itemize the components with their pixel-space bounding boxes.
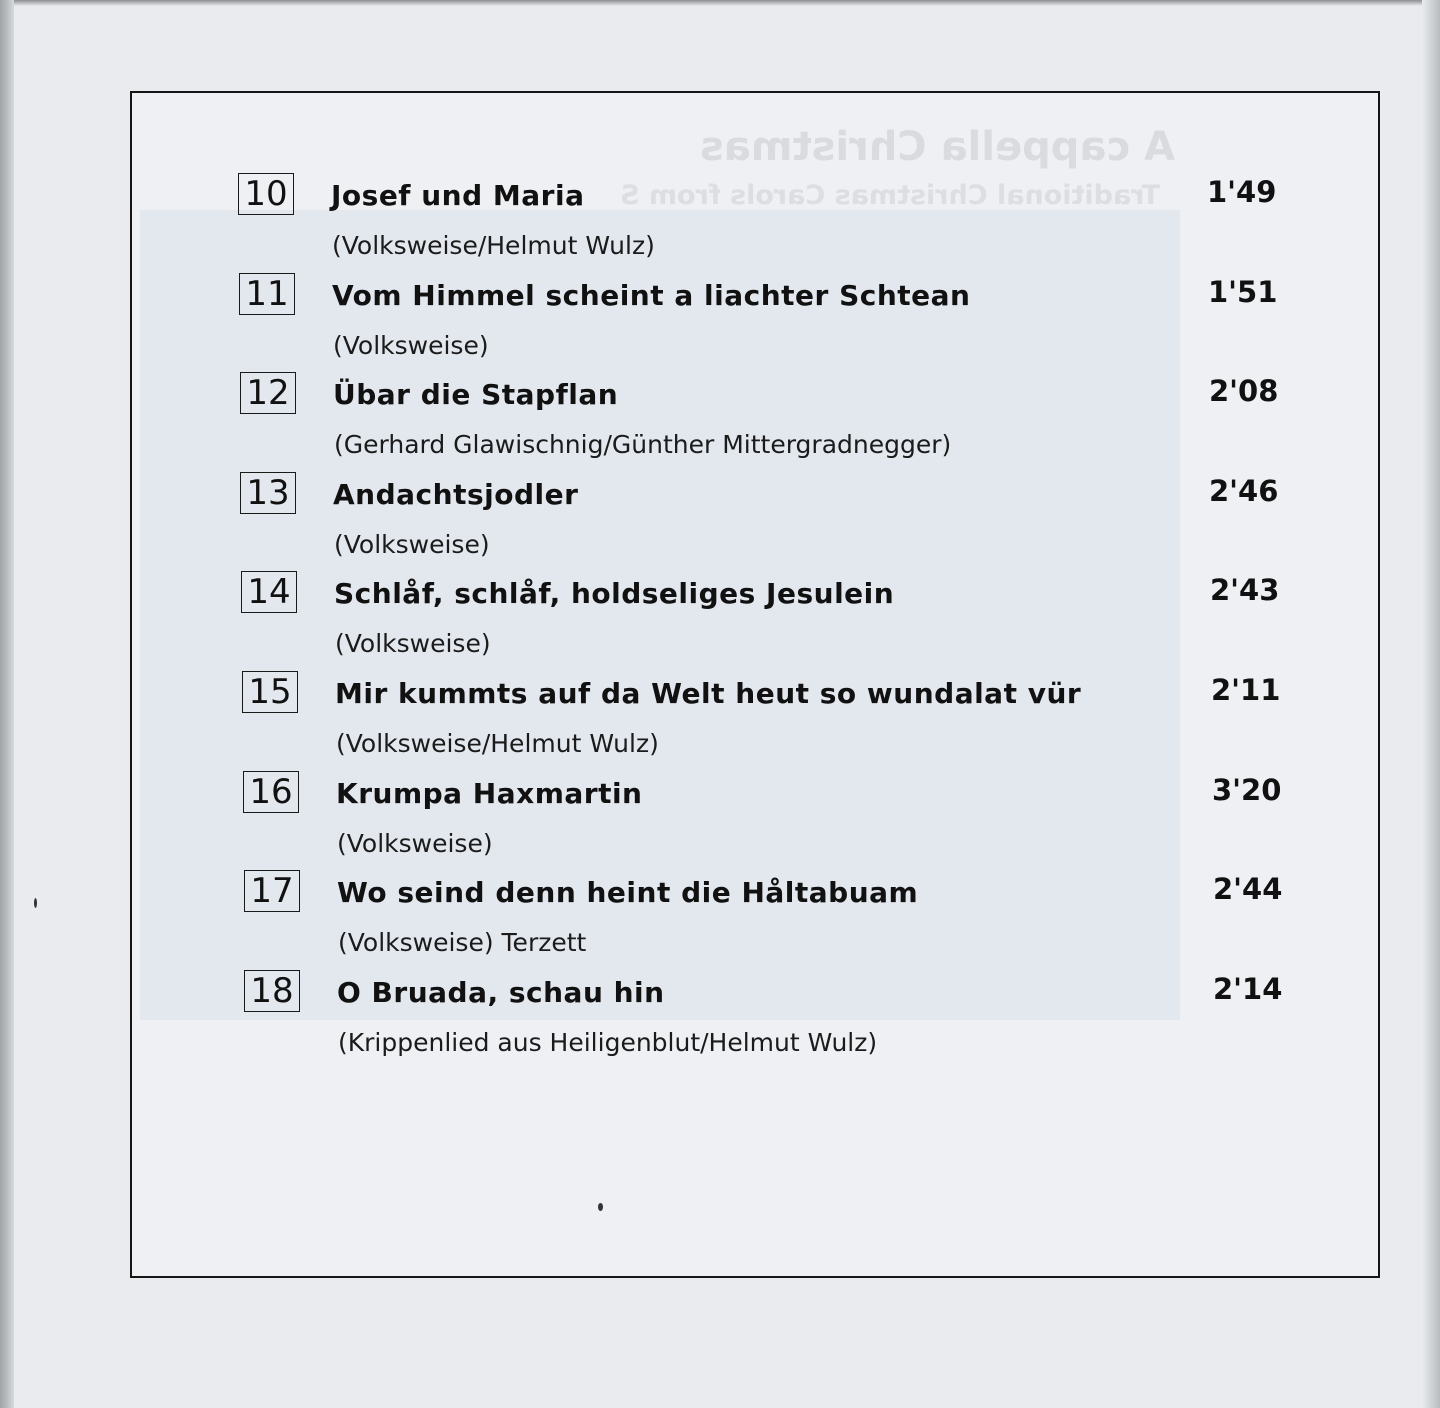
track-credit: (Volksweise/Helmut Wulz) [336,729,659,758]
track-row [0,970,1440,1060]
track-row [0,771,1440,861]
show-through-title: A cappella Christmas [700,124,1175,170]
track-number: 14 [241,571,297,613]
track-number: 15 [242,671,298,713]
track-title: Vom Himmel scheint a liachter Schtean [332,279,971,312]
track-title: Übar die Stapflan [333,378,619,411]
track-title: Schlåf, schlåf, holdseliges Jesulein [334,577,895,610]
track-duration: 2'46 [1209,474,1279,508]
track-title: O Bruada, schau hin [337,976,665,1009]
track-row [0,273,1440,363]
track-title: Josef und Maria [331,179,585,212]
track-number: 17 [244,870,300,912]
track-title: Andachtsjodler [333,478,579,511]
scan-edge-top [0,0,1440,6]
track-credit: (Volksweise) [334,530,490,559]
track-row [0,372,1440,462]
track-title: Mir kummts auf da Welt heut so wundalat vür [335,677,1082,710]
track-title: Wo seind denn heint die Håltabuam [337,876,919,909]
track-row [0,870,1440,960]
track-duration: 2'43 [1210,573,1280,607]
track-duration: 2'14 [1213,972,1283,1006]
track-duration: 1'51 [1208,275,1278,309]
track-credit: (Volksweise/Helmut Wulz) [332,231,655,260]
show-through-subtitle: Traditional Christmas Carols from S [620,180,1160,211]
track-duration: 2'11 [1211,673,1281,707]
track-duration: 2'08 [1209,374,1279,408]
track-credit: (Volksweise) [337,829,493,858]
track-duration: 1'49 [1207,175,1277,209]
track-number: 13 [240,472,296,514]
track-number: 11 [239,273,295,315]
track-row [0,173,1440,263]
dust-speck [34,898,37,908]
track-credit: (Krippenlied aus Heiligenblut/Helmut Wulz) [338,1028,878,1057]
track-row [0,671,1440,761]
track-number: 16 [243,771,299,813]
track-duration: 3'20 [1212,773,1282,807]
track-title: Krumpa Haxmartin [336,777,643,810]
track-credit: (Volksweise) Terzett [338,928,587,957]
track-number: 12 [240,372,296,414]
dust-speck [598,1203,603,1211]
track-duration: 2'44 [1213,872,1283,906]
track-number: 10 [238,173,294,215]
track-row [0,472,1440,562]
track-row [0,571,1440,661]
track-credit: (Gerhard Glawischnig/Günther Mittergradnegger) [334,430,952,459]
track-credit: (Volksweise) [335,629,491,658]
track-number: 18 [244,970,300,1012]
track-credit: (Volksweise) [333,331,489,360]
